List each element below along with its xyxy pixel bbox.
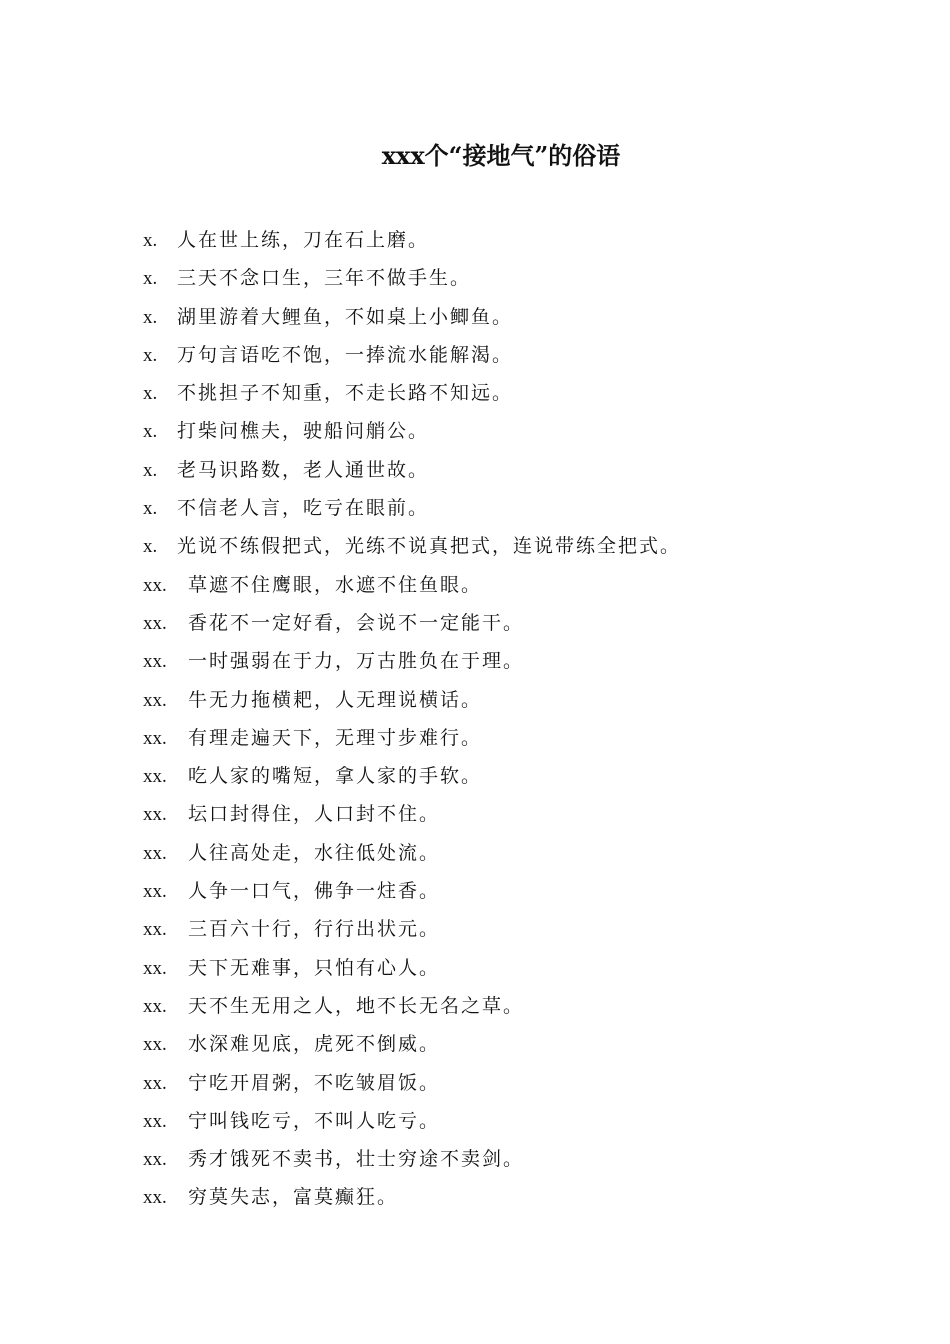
list-item xyxy=(143,374,863,412)
item-text: 人争一口气，佛争一炷香。 xyxy=(188,880,441,903)
item-number: xx. xyxy=(143,995,167,1017)
item-number: x. xyxy=(143,498,158,520)
item-text: 光说不练假把式，光练不说真把式，连说带练全把式。 xyxy=(177,535,682,558)
item-text: 牛无力拖横耙，人无理说横话。 xyxy=(188,688,483,711)
list-item xyxy=(143,1178,863,1216)
item-number: xx. xyxy=(143,804,167,826)
item-text: 三天不念口生，三年不做手生。 xyxy=(177,267,472,290)
item-text: 不信老人言，吃亏在眼前。 xyxy=(177,497,430,520)
item-text: 有理走遍天下，无理寸步难行。 xyxy=(188,726,483,749)
item-text: 万句言语吃不饱，一捧流水能解渴。 xyxy=(177,343,514,366)
item-text: 宁吃开眉粥，不吃皱眉饭。 xyxy=(188,1071,441,1094)
item-text: 香花不一定好看，会说不一定能干。 xyxy=(188,611,525,634)
item-text: 一时强弱在于力，万古胜负在于理。 xyxy=(188,650,525,673)
item-number: xx. xyxy=(143,727,167,749)
list-item xyxy=(143,872,863,910)
item-text: 人往高处走，水往低处流。 xyxy=(188,841,441,864)
list-item xyxy=(143,566,863,604)
item-text: 天不生无用之人，地不长无名之草。 xyxy=(188,994,525,1017)
item-number: x. xyxy=(143,536,158,558)
item-number: x. xyxy=(143,421,158,443)
list-item xyxy=(143,795,863,833)
item-text: 穷莫失志，富莫癫狂。 xyxy=(188,1186,399,1209)
list-item xyxy=(143,604,863,642)
list-item xyxy=(143,259,863,297)
item-number: xx. xyxy=(143,957,167,979)
list-item xyxy=(143,412,863,450)
list-item xyxy=(143,527,863,565)
item-number: x. xyxy=(143,459,158,481)
list-item xyxy=(143,719,863,757)
item-number: xx. xyxy=(143,1187,167,1209)
item-text: 水深难见底，虎死不倒威。 xyxy=(188,1033,441,1056)
item-number: xx. xyxy=(143,1149,167,1171)
list-item xyxy=(143,1140,863,1178)
list-item xyxy=(143,949,863,987)
item-number: xx. xyxy=(143,651,167,673)
list-item xyxy=(143,910,863,948)
item-number: x. xyxy=(143,230,158,251)
list-item xyxy=(143,834,863,872)
item-number: xx. xyxy=(143,689,167,711)
item-number: x. xyxy=(143,306,158,328)
list-item xyxy=(143,336,863,374)
item-number: x. xyxy=(143,344,158,366)
list-item xyxy=(143,298,863,336)
list-item xyxy=(143,757,863,795)
list-item xyxy=(143,681,863,719)
item-number: xx. xyxy=(143,881,167,903)
item-text: 老马识路数，老人通世故。 xyxy=(177,458,430,481)
item-number: xx. xyxy=(143,612,167,634)
sayings-list xyxy=(143,221,863,1217)
list-item xyxy=(143,221,863,259)
list-item xyxy=(143,642,863,680)
list-item xyxy=(143,1102,863,1140)
item-number: x. xyxy=(143,268,158,290)
item-text: 吃人家的嘴短，拿人家的手软。 xyxy=(188,765,483,788)
document-title: xxx个“接地气”的俗语 xyxy=(381,141,621,170)
list-item xyxy=(143,987,863,1025)
item-text: 不挑担子不知重，不走长路不知远。 xyxy=(177,382,514,405)
item-number: xx. xyxy=(143,842,167,864)
list-item xyxy=(143,1064,863,1102)
item-number: xx. xyxy=(143,919,167,941)
item-text: 宁叫钱吃亏，不叫人吃亏。 xyxy=(188,1109,441,1132)
item-number: xx. xyxy=(143,1034,167,1056)
item-number: xx. xyxy=(143,1110,167,1132)
item-text: 坛口封得住，人口封不住。 xyxy=(188,803,441,826)
item-text: 湖里游着大鲤鱼，不如桌上小鲫鱼。 xyxy=(177,305,514,328)
item-text: 草遮不住鹰眼，水遮不住鱼眼。 xyxy=(188,573,483,596)
item-text: 秀才饿死不卖书，壮士穷途不卖剑。 xyxy=(188,1148,525,1171)
item-number: x. xyxy=(143,383,158,405)
list-item xyxy=(143,1025,863,1063)
item-text: 打柴问樵夫，驶船问艄公。 xyxy=(177,420,430,443)
item-number: xx. xyxy=(143,1072,167,1094)
item-number: xx. xyxy=(143,574,167,596)
list-item xyxy=(143,451,863,489)
item-text: 人在世上练，刀在石上磨。 xyxy=(177,229,430,251)
item-text: 天下无难事，只怕有心人。 xyxy=(188,956,441,979)
list-item xyxy=(143,489,863,527)
item-text: 三百六十行，行行出状元。 xyxy=(188,918,441,941)
item-number: xx. xyxy=(143,766,167,788)
